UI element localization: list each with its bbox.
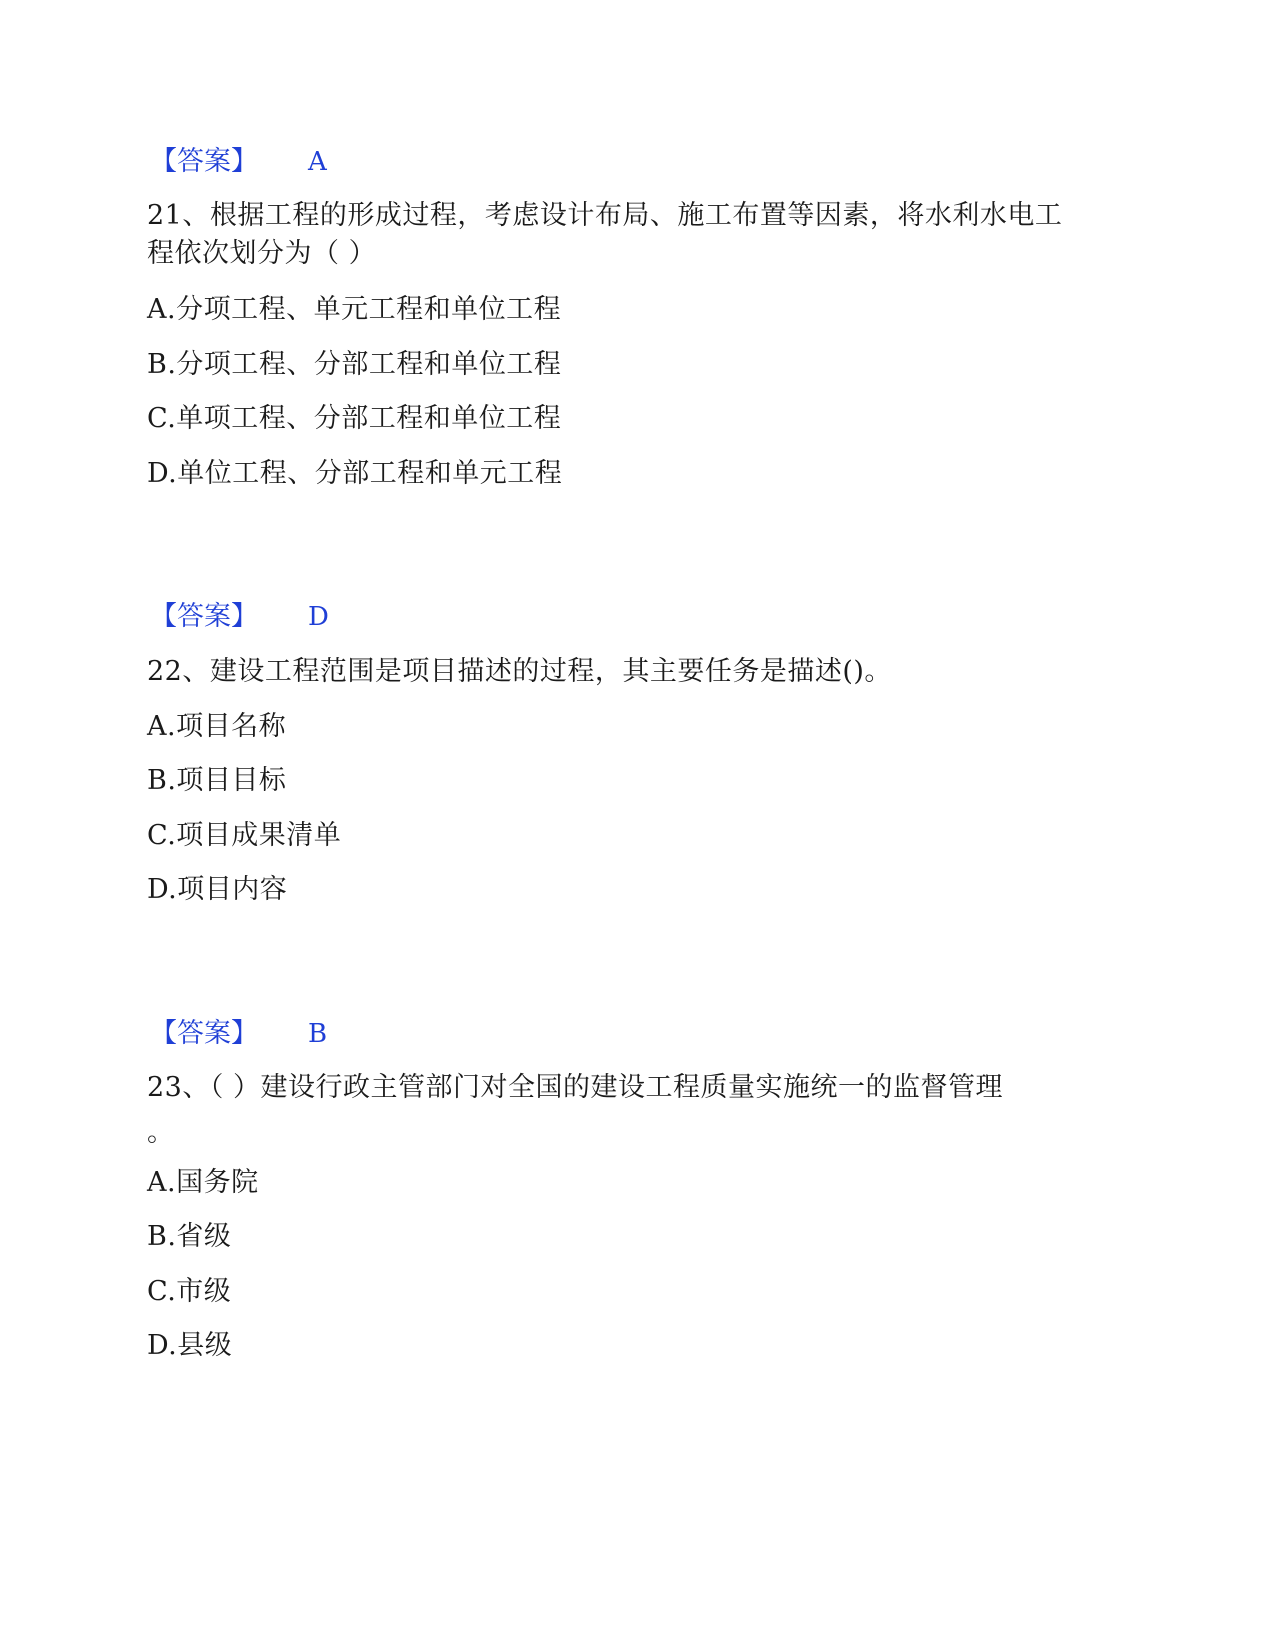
option-23-d: D.县级 — [147, 1330, 233, 1361]
answer-value: D — [308, 602, 329, 632]
option-21-c: C.单项工程、分部工程和单位工程 — [147, 403, 562, 434]
question-22-line1: 22、建设工程范围是项目描述的过程，其主要任务是描述()。 — [147, 656, 892, 687]
answer-label: 【答案】 — [150, 146, 258, 177]
option-23-b: B.省级 — [147, 1221, 232, 1252]
option-22-a: A.项目名称 — [147, 711, 287, 742]
question-23-line1: 23、（ ）建设行政主管部门对全国的建设工程质量实施统一的监督管理 — [147, 1072, 1003, 1103]
question-21-line1: 21、根据工程的形成过程，考虑设计布局、施工布置等因素，将水利水电工 — [147, 200, 1063, 231]
answer-value: A — [308, 147, 327, 177]
option-23-c: C.市级 — [147, 1276, 232, 1307]
option-22-d: D.项目内容 — [147, 874, 288, 905]
answer-row-q20 — [150, 145, 327, 179]
option-21-a: A.分项工程、单元工程和单位工程 — [147, 294, 562, 325]
option-23-a: A.国务院 — [147, 1167, 259, 1198]
answer-row-q22 — [150, 1017, 328, 1051]
option-22-b: B.项目目标 — [147, 765, 287, 796]
option-21-b: B.分项工程、分部工程和单位工程 — [147, 349, 562, 380]
option-21-d: D.单位工程、分部工程和单元工程 — [147, 458, 563, 489]
question-21-line2: 程依次划分为（ ） — [147, 238, 377, 269]
answer-value: B — [308, 1019, 328, 1049]
answer-label: 【答案】 — [150, 1018, 258, 1049]
answer-label: 【答案】 — [150, 601, 258, 632]
option-22-c: C.项目成果清单 — [147, 820, 342, 851]
answer-row-q21 — [150, 600, 329, 634]
question-23-line2: 。 — [147, 1117, 175, 1148]
